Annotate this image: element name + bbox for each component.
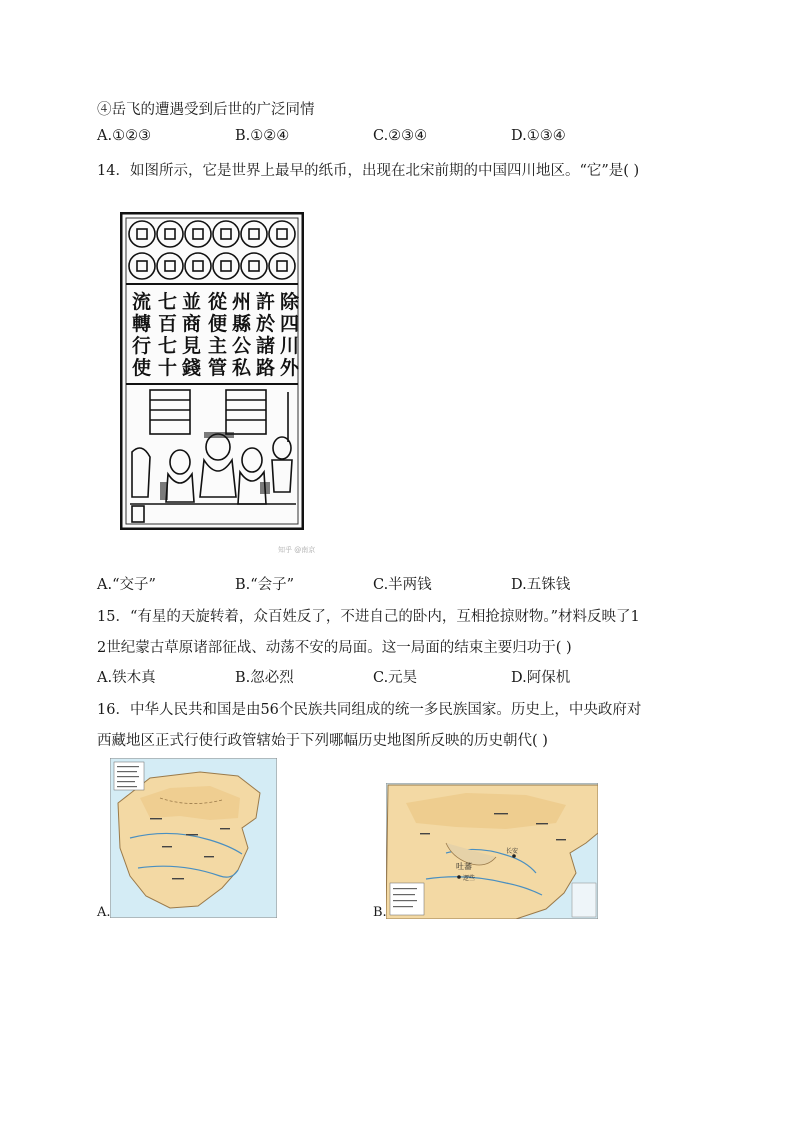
svg-text:錢: 錢 <box>182 357 202 379</box>
map-b-figure[interactable] <box>386 783 598 919</box>
q16-stem-line2: 西藏地区正式行使行政管辖始于下列哪幅历史地图所反映的历史朝代( ) <box>97 733 548 749</box>
svg-text:使: 使 <box>132 357 152 379</box>
svg-text:見: 見 <box>182 335 202 357</box>
q15-stem-line2: 2世纪蒙古草原诸部征战、动荡不安的局面。这一局面的结束主要归功于( ) <box>97 640 572 656</box>
map-a-icon <box>110 758 277 918</box>
svg-text:於: 於 <box>256 313 276 335</box>
map-b-label-luoxie: 逻些 <box>463 875 476 882</box>
svg-text:十: 十 <box>158 357 178 379</box>
q14-option-b[interactable]: B.“会子” <box>235 577 295 593</box>
svg-text:外: 外 <box>280 357 300 379</box>
svg-text:主: 主 <box>208 335 228 357</box>
q16-option-b[interactable]: B. <box>373 905 387 920</box>
svg-text:行: 行 <box>132 335 152 357</box>
q15-option-d[interactable]: D.阿保机 <box>511 670 571 686</box>
map-b-label-changan: 长安 <box>506 848 519 855</box>
q15-option-a[interactable]: A.铁木真 <box>97 670 156 686</box>
q14-option-c[interactable]: C.半两钱 <box>373 577 432 593</box>
map-b-icon <box>386 783 598 919</box>
svg-text:流: 流 <box>132 291 152 313</box>
svg-text:許: 許 <box>256 291 276 313</box>
svg-text:路: 路 <box>256 357 276 379</box>
q13-option-c[interactable]: C.②③④ <box>373 128 428 144</box>
svg-text:七: 七 <box>158 291 178 313</box>
q15-option-c[interactable]: C.元昊 <box>373 670 418 686</box>
image-watermark: 知乎 @南京 <box>278 546 316 554</box>
svg-text:公: 公 <box>232 335 252 357</box>
q13-option-b[interactable]: B.①②④ <box>235 128 290 144</box>
q13-options <box>97 128 717 148</box>
q13-option-d[interactable]: D.①③④ <box>511 128 566 144</box>
q16-stem-line1: 16．中华人民共和国是由56个民族共同组成的统一多民族国家。历史上，中央政府对 <box>97 702 642 718</box>
svg-text:管: 管 <box>208 357 228 379</box>
svg-text:私: 私 <box>232 357 252 379</box>
svg-text:七: 七 <box>158 335 178 357</box>
map-b-label-tubo: 吐蕃 <box>456 862 472 871</box>
jiaozi-banknote-figure <box>120 212 304 530</box>
svg-text:四: 四 <box>280 313 300 335</box>
q15-option-b[interactable]: B.忽必烈 <box>235 670 294 686</box>
q14-options <box>97 573 717 593</box>
q13-option-a[interactable]: A.①②③ <box>97 128 152 144</box>
svg-text:百: 百 <box>158 313 178 335</box>
q13-item4: ④岳飞的遭遇受到后世的广泛同情 <box>97 102 315 118</box>
q14-stem: 14．如图所示，它是世界上最早的纸币，出现在北宋前期的中国四川地区。“它”是( ) <box>97 163 640 179</box>
q16-option-a[interactable]: A. <box>97 905 111 920</box>
q15-options <box>97 666 717 686</box>
q15-stem-line1: 15．“有星的天旋转着，众百姓反了，不进自己的卧内，互相抢掠财物。”材料反映了1 <box>97 609 640 625</box>
svg-text:轉: 轉 <box>132 313 152 335</box>
svg-text:並: 並 <box>182 291 202 313</box>
q14-option-a[interactable]: A.“交子” <box>97 577 156 593</box>
svg-text:從: 從 <box>208 291 228 313</box>
svg-text:商: 商 <box>182 313 202 335</box>
svg-text:縣: 縣 <box>232 313 252 335</box>
q14-option-d[interactable]: D.五铢钱 <box>511 577 571 593</box>
svg-text:川: 川 <box>280 335 300 357</box>
svg-text:諸: 諸 <box>256 335 276 357</box>
svg-text:州: 州 <box>232 291 252 313</box>
svg-text:便: 便 <box>208 313 228 335</box>
jiaozi-banknote-icon <box>120 212 304 530</box>
svg-text:除: 除 <box>280 291 300 313</box>
map-a-figure[interactable] <box>110 758 277 918</box>
